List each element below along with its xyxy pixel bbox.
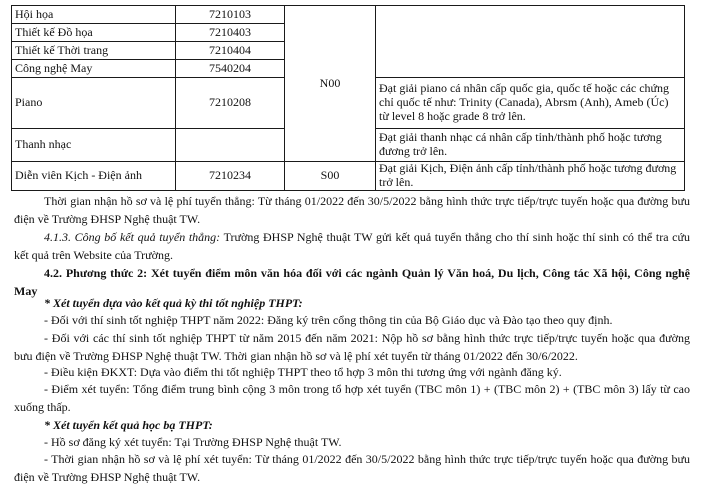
major-name: Hội họa (12, 6, 176, 24)
requirement-text: Đạt giải piano cá nhân cấp quốc gia, quốc tế hoặc các chứng chỉ quốc tế như: Trinity (Canada), Abrsm (Anh), Ameb (Úc) từ level 8 hoặc grade 8 trở lên. (376, 78, 685, 129)
major-code: 7210403 (176, 24, 285, 42)
bullet-text: - Đối với thí sinh tốt nghiệp THPT năm 2022: Đăng ký trên cổng thông tin của Bộ Giáo dục và Đào tạo theo quy định. (44, 313, 613, 327)
admissions-table (11, 5, 685, 191)
subheading-text: * Xét tuyển kết quả học bạ THPT: (44, 418, 213, 432)
bullet-item (14, 451, 690, 486)
heading-text: 4.2. Phương thức 2: Xét tuyển điểm môn văn hóa đối với các ngành Quản lý Văn hoá, Du lịch, Công tác Xã hội, Công nghệ May (14, 266, 690, 298)
major-name: Công nghệ May (12, 60, 176, 78)
major-name: Thiết kế Thời trang (12, 42, 176, 60)
major-name: Thanh nhạc (12, 129, 176, 162)
bullet-item (14, 364, 690, 382)
section-label-413: 4.1.3. Công bố kết quả tuyển thẳng: (44, 230, 221, 244)
requirement-text: Đạt giải Kịch, Điện ảnh cấp tỉnh/thành phố hoặc tương đương trở lên. (376, 162, 685, 191)
major-code: 7540204 (176, 60, 285, 78)
exam-block: S00 (285, 162, 376, 191)
table-row (12, 162, 685, 191)
requirement-cell-empty (376, 6, 685, 78)
subheading-transcript (14, 417, 690, 435)
major-code: 7210404 (176, 42, 285, 60)
major-code: 7210103 (176, 6, 285, 24)
requirement-text: Đạt giải thanh nhạc cá nhân cấp tỉnh/thành phố hoặc tương đương trở lên. (376, 129, 685, 162)
table-row (12, 6, 685, 24)
direct-admission-time-paragraph (14, 193, 690, 228)
bullet-item (14, 381, 690, 416)
bullet-text: - Đối với các thí sinh tốt nghiệp THPT từ năm 2015 đến năm 2021: Nộp hồ sơ bằng hình thức trực tiếp/trực tuyến hoặc qua đường bưu điện về Trường ĐHSP Nghệ thuật TW. Thời gian nhận hồ sơ và lệ phí xét tuyển từ tháng 01/2022 đến 30/6/2022. (14, 331, 690, 363)
bullet-item (14, 330, 690, 365)
paragraph-text: Thời gian nhận hồ sơ và lệ phí tuyển thẳng: Từ tháng 01/2022 đến 30/5/2022 bằng hình thức trực tiếp/trực tuyến hoặc qua đường bưu điện về Trường ĐHSP Nghệ thuật TW. (14, 194, 690, 226)
paragraph-text: Trường ĐHSP Nghệ thuật TW gửi kết quả tuyển thẳng cho thí sinh hoặc thí sinh có thể tra cứu kết quả trên Website của Trường. (14, 230, 691, 262)
subheading-text: * Xét tuyển dựa vào kết quả kỳ thi tốt nghiệp THPT: (44, 296, 303, 310)
subheading-exam (14, 295, 690, 313)
major-name: Diễn viên Kịch - Điện ảnh (12, 162, 176, 191)
bullet-text: - Thời gian nhận hồ sơ và lệ phí xét tuyển: Từ tháng 01/2022 đến 30/5/2022 bằng hình thức trực tiếp/trực tuyến hoặc qua đường bưu điện về Trường ĐHSP Nghệ thuật TW. (14, 452, 690, 484)
exam-block: N00 (285, 6, 376, 162)
major-name: Thiết kế Đồ họa (12, 24, 176, 42)
bullet-text: - Hồ sơ đăng ký xét tuyển: Tại Trường ĐHSP Nghệ thuật TW. (44, 435, 342, 449)
bullet-item (14, 434, 690, 452)
major-name: Piano (12, 78, 176, 129)
major-code: 7210234 (176, 162, 285, 191)
announce-results-paragraph (14, 229, 690, 264)
bullet-text: - Điều kiện ĐKXT: Dựa vào điểm thi tốt nghiệp THPT theo tổ hợp 3 môn thi tương ứng với ngành đăng ký. (44, 365, 562, 379)
bullet-text: - Điểm xét tuyển: Tổng điểm trung bình cộng 3 môn trong tổ hợp xét tuyển (TBC môn 1) + (TBC môn 2) + (TBC môn 3) lấy từ cao xuống thấp. (14, 382, 690, 414)
major-code (176, 129, 285, 162)
bullet-item (14, 312, 690, 330)
major-code: 7210208 (176, 78, 285, 129)
